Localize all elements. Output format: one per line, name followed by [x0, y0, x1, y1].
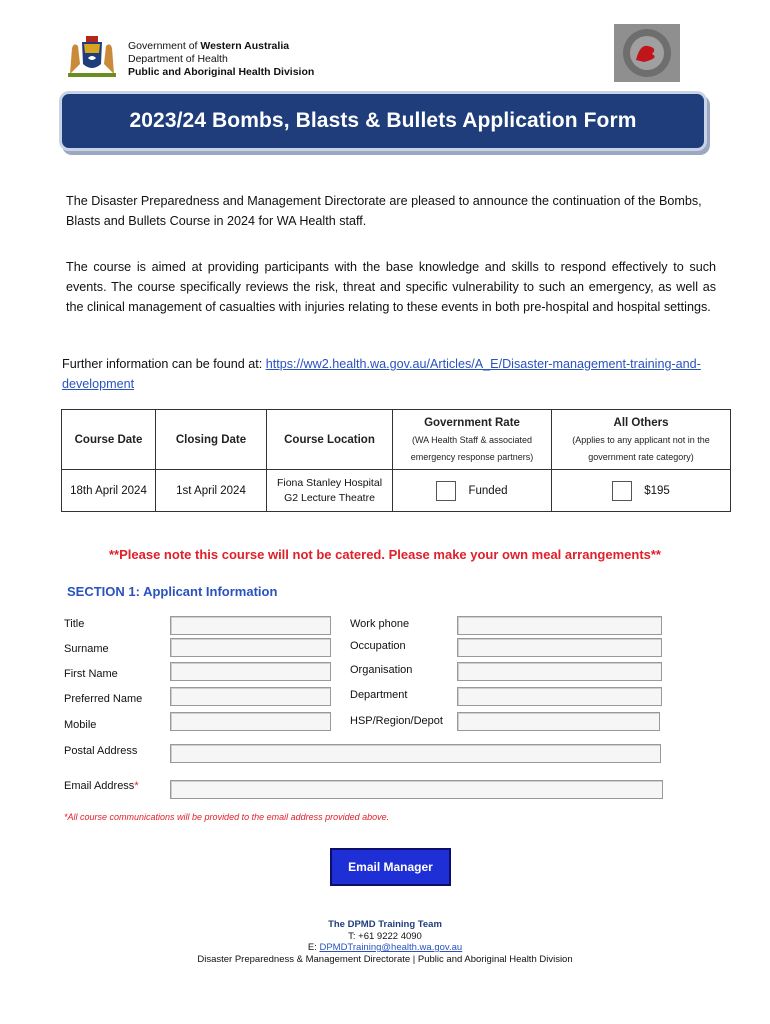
surname-label: Surname	[64, 643, 109, 655]
header-course-date: Course Date	[62, 410, 156, 470]
gov-state: Western Australia	[200, 40, 290, 52]
department-label: Department	[350, 689, 408, 701]
header-closing-date: Closing Date	[156, 410, 267, 470]
form-title: 2023/24 Bombs, Blasts & Bullets Application Form	[129, 109, 637, 132]
gov-rate-sub2: emergency response partners)	[410, 451, 534, 462]
header-course-location: Course Location	[267, 410, 393, 470]
gov-rate-checkbox[interactable]	[436, 481, 456, 501]
mobile-field[interactable]	[170, 712, 331, 731]
footer-email-link[interactable]: DPMDTraining@health.wa.gov.au	[319, 942, 463, 953]
mobile-label: Mobile	[64, 719, 97, 731]
gov-rate-value: Funded	[468, 484, 508, 497]
description-paragraph: The course is aimed at providing participants with the base knowledge and skills to respond effectively to such events. The course specifically reviews the risk, threat and specific vulnerability to such an emergency, as well as the clinical management of casualties with injuries relating to these events in both pre-hospital and hospital settings.	[66, 260, 716, 314]
first-name-label: First Name	[64, 668, 118, 680]
cell-course-date: 18th April 2024	[62, 470, 156, 512]
section1-heading: SECTION 1: Applicant Information	[67, 584, 278, 599]
occupation-field[interactable]	[457, 638, 662, 657]
footer-phone: T: +61 9222 4090	[348, 930, 422, 942]
work-phone-label: Work phone	[350, 618, 410, 630]
title-field[interactable]	[170, 616, 331, 635]
footer-directorate: Disaster Preparedness & Management Directorate | Public and Aboriginal Health Division	[197, 953, 573, 965]
others-rate-value: $195	[644, 484, 670, 497]
postal-address-field[interactable]	[170, 744, 661, 763]
preferred-name-field[interactable]	[170, 687, 331, 706]
organisation-label: Organisation	[350, 664, 413, 676]
gov-rate-sub1: (WA Health Staff & associated	[411, 434, 533, 445]
surname-field[interactable]	[170, 638, 331, 657]
header-government-rate	[393, 410, 552, 470]
further-info-label: Further information can be found at:	[62, 357, 266, 371]
others-rate-checkbox[interactable]	[612, 481, 632, 501]
form-title-banner	[62, 94, 704, 148]
location-line1: Fiona Stanley Hospital	[276, 476, 383, 489]
email-label-text: Email Address	[64, 780, 135, 792]
location-line2: G2 Lecture Theatre	[284, 491, 375, 504]
wa-government-crest-logo	[64, 34, 120, 78]
gov-rate-title: Government Rate	[424, 416, 520, 429]
course-table	[61, 409, 731, 512]
work-phone-field[interactable]	[457, 616, 662, 635]
cell-others-rate	[552, 470, 731, 512]
email-address-field[interactable]	[170, 780, 663, 799]
header-all-others	[552, 410, 731, 470]
department-field[interactable]	[457, 687, 662, 706]
course-logo	[614, 24, 680, 82]
others-title: All Others	[613, 416, 669, 429]
catering-note: **Please note this course will not be catered. Please make your own meal arrangements**	[109, 547, 661, 562]
others-sub2: government rate category)	[588, 451, 694, 462]
cell-government-rate	[393, 470, 552, 512]
first-name-field[interactable]	[170, 662, 331, 681]
preferred-name-label: Preferred Name	[64, 693, 143, 705]
required-asterisk: *	[134, 780, 139, 792]
government-heading	[128, 40, 314, 79]
email-manager-button[interactable]: Email Manager	[330, 848, 451, 886]
intro-paragraph: The Disaster Preparedness and Management Directorate are pleased to announce the continuation of the Bombs, Blasts and Bullets Course in 2024 for WA Health staff.	[66, 194, 702, 228]
department-name: Department of Health	[128, 53, 228, 65]
email-address-label	[64, 780, 139, 792]
gov-prefix: Government of	[128, 40, 201, 52]
further-info	[62, 354, 722, 394]
footer-email-prefix: E:	[307, 942, 320, 953]
occupation-label: Occupation	[350, 640, 406, 652]
footer-team: The DPMD Training Team	[328, 919, 442, 930]
email-note: *All course communications will be provided to the email address provided above.	[64, 812, 390, 822]
others-sub1: (Applies to any applicant not in the	[572, 434, 710, 445]
division-name: Public and Aboriginal Health Division	[128, 66, 315, 78]
further-info-link[interactable]: https://ww2.health.wa.gov.au/Articles/A_E/Disaster-management-training-and-development	[62, 357, 701, 391]
footer-email-line	[0, 942, 770, 954]
cell-closing-date: 1st April 2024	[156, 470, 267, 512]
postal-address-label: Postal Address	[64, 745, 138, 757]
footer	[0, 919, 770, 965]
organisation-field[interactable]	[457, 662, 662, 681]
title-label: Title	[64, 618, 85, 630]
hsp-field[interactable]	[457, 712, 660, 731]
cell-course-location	[267, 470, 393, 512]
hsp-label: HSP/Region/Depot	[350, 715, 443, 727]
